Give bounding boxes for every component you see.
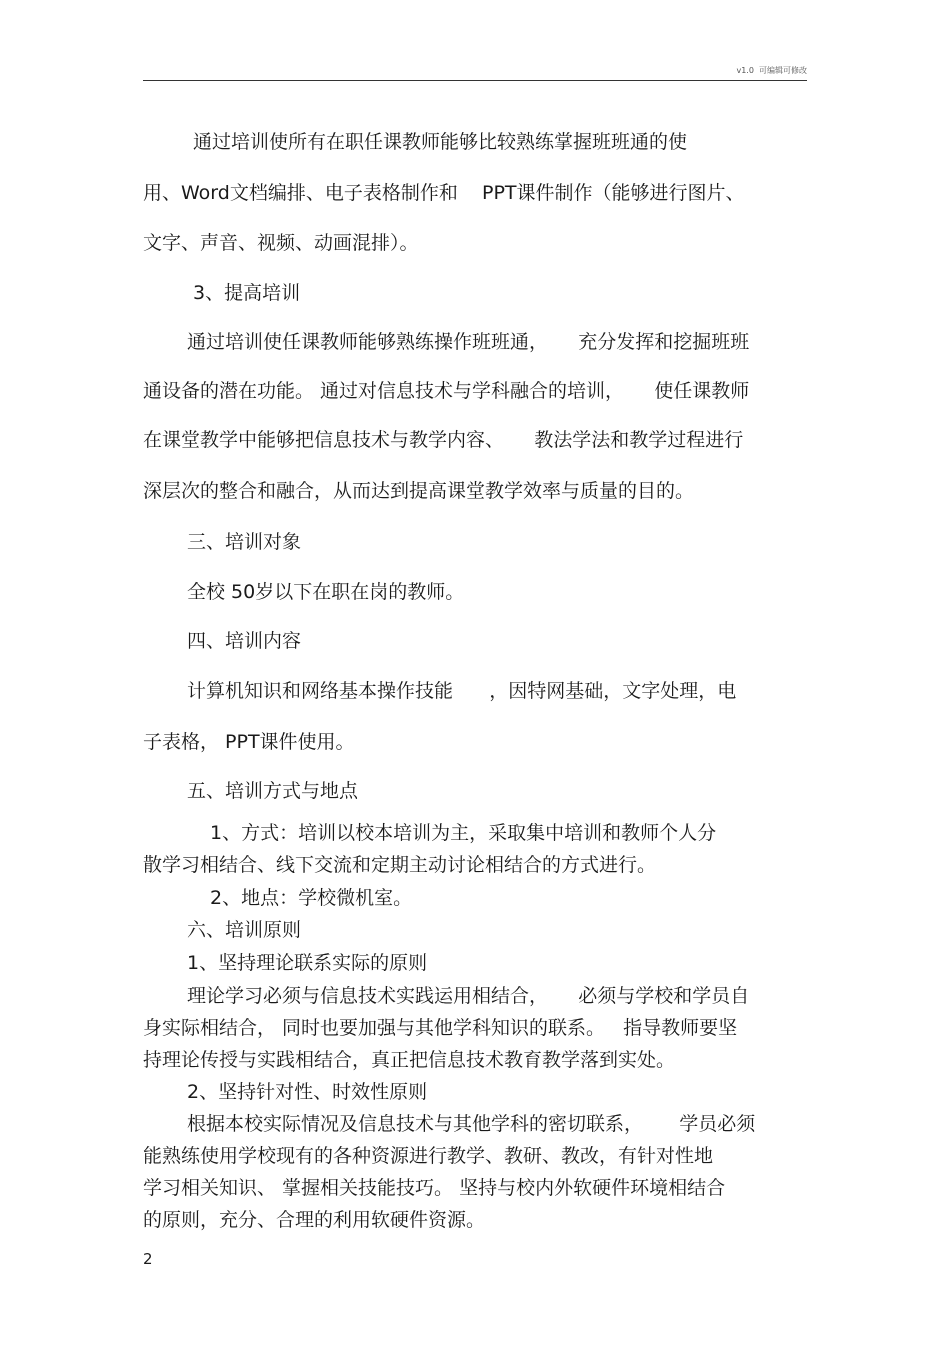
body-line: 深层次的整合和融合，从而达到提高课堂教学效率与质量的目的。 [143, 480, 695, 502]
body-line: 计算机知识和网络基本操作技能 ，因特网基础，文字处理，电 [187, 680, 737, 702]
body-line: 身实际相结合， 同时也要加强与其他学科知识的联系。 指导教师要坚 [143, 1017, 738, 1039]
body-line: 通过培训使任课教师能够熟练操作班班通， 充分发挥和挖掘班班 [187, 331, 750, 353]
body-line: 理论学习必须与信息技术实践运用相结合， 必须与学校和学员自 [187, 985, 750, 1007]
body-line: 学习相关知识、 掌握相关技能技巧。 坚持与校内外软硬件环境相结合 [143, 1177, 726, 1199]
body-line: 通过培训使所有在职任课教师能够比较熟练掌握班班通的使 [193, 131, 688, 153]
body-line: 的原则，充分、合理的利用软硬件资源。 [143, 1209, 486, 1231]
body-line: 文字、声音、视频、动画混排）。 [143, 232, 419, 254]
section-heading: 四、培训内容 [187, 630, 302, 652]
body-line: 根据本校实际情况及信息技术与其他学科的密切联系， 学员必须 [187, 1113, 756, 1135]
body-line: 散学习相结合、线下交流和定期主动讨论相结合的方式进行。 [143, 854, 657, 876]
section-heading: 三、培训对象 [187, 531, 302, 553]
body-line: 通设备的潜在功能。 通过对信息技术与学科融合的培训， 使任课教师 [143, 380, 750, 402]
header-rule [143, 80, 807, 81]
body-line: 子表格， PPT课件使用。 [143, 731, 355, 753]
body-line: 持理论传授与实践相结合，真正把信息技术教育教学落到实处。 [143, 1049, 676, 1071]
page-number: 2 [143, 1250, 153, 1268]
body-line: 全校 50岁以下在职在岗的教师。 [187, 581, 465, 603]
subsection-heading: 2、坚持针对性、时效性原则 [187, 1081, 428, 1103]
body-line: 在课堂教学中能够把信息技术与教学内容、 教法学法和教学过程进行 [143, 429, 744, 451]
section-heading: 五、培训方式与地点 [187, 780, 359, 802]
section-heading: 3、提高培训 [193, 282, 301, 304]
body-line: 能熟练使用学校现有的各种资源进行教学、教研、教改，有针对性地 [143, 1145, 714, 1167]
body-line: 用、Word文档编排、电子表格制作和 PPT课件制作（能够进行图片、 [143, 182, 745, 204]
section-heading: 六、培训原则 [187, 919, 302, 941]
version-note: v1.0 可编辑可修改 [736, 66, 807, 75]
body-line: 2、地点：学校微机室。 [210, 887, 413, 909]
subsection-heading: 1、坚持理论联系实际的原则 [187, 952, 428, 974]
body-line: 1、方式：培训以校本培训为主，采取集中培训和教师个人分 [210, 822, 717, 844]
